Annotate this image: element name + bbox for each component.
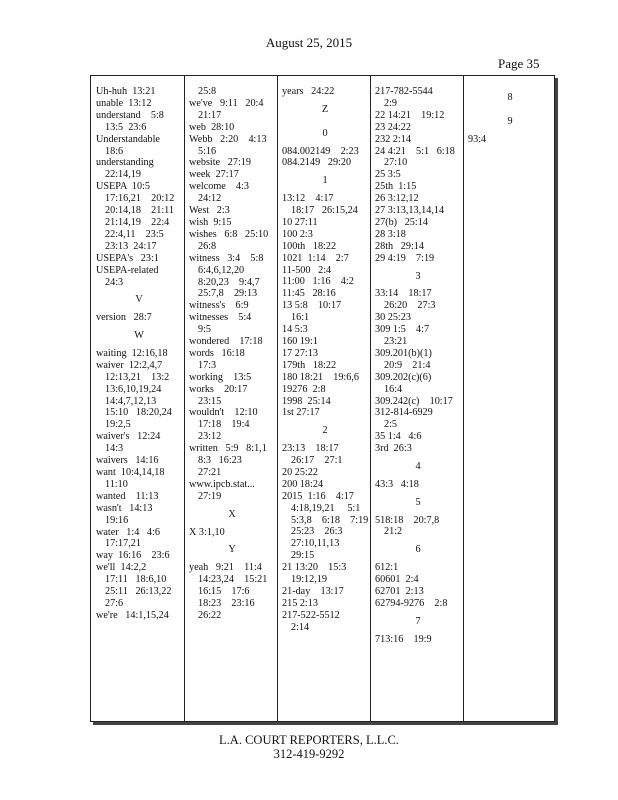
index-entry: 100 2:3 <box>282 228 313 240</box>
index-entry-continuation: 21:14,19 22:4 <box>105 216 170 228</box>
index-entry: waiver 12:2,4,7 <box>96 359 163 371</box>
index-entry-continuation: 20:14,18 21:11 <box>105 205 174 217</box>
page-date: August 25, 2015 <box>265 35 353 50</box>
index-entry-continuation: 11:10 <box>105 478 128 490</box>
index-column-4 <box>375 86 461 715</box>
index-entry-continuation: 17:3 <box>198 359 217 371</box>
index-entry-continuation: 9:5 <box>198 324 212 336</box>
index-entry: works 20:17 <box>189 383 248 395</box>
index-entry: 1021 1:14 2:7 <box>282 252 349 264</box>
index-entry: 35 1:4 4:6 <box>375 431 422 443</box>
index-entry-continuation: 27:10,11,13 <box>291 538 340 550</box>
index-entry: 179th 18:22 <box>282 359 337 371</box>
index-entry: 713:16 19:9 <box>375 633 432 645</box>
index-entry: 1998 25:14 <box>282 395 331 407</box>
index-entry-continuation: 22:14,19 <box>105 169 141 181</box>
index-entry: 13:12 4:17 <box>282 193 334 205</box>
index-entry-continuation: 29:15 <box>291 550 315 562</box>
index-entry-continuation: 21:2 <box>384 526 403 538</box>
index-entry: wasn't 14:13 <box>96 502 153 514</box>
index-entry-continuation: 12:13,21 13:2 <box>105 371 170 383</box>
index-entry: understanding <box>96 157 154 169</box>
index-entry: 160 19:1 <box>282 335 318 347</box>
index-entry: 180 18:21 19:6,6 <box>282 371 359 383</box>
index-entry: Understandable <box>96 133 160 145</box>
index-entry-continuation: 5:16 <box>198 145 217 157</box>
index-entry: 25th 1:15 <box>375 181 417 193</box>
index-entry: 27 3:13,13,14,14 <box>375 205 445 217</box>
index-entry: 22 14:21 19:12 <box>375 109 445 121</box>
index-entry: 309 1:5 4:7 <box>375 324 430 336</box>
index-entry: we've 9:11 20:4 <box>189 97 264 109</box>
index-entry-continuation: 18:17 26:15,24 <box>291 205 358 217</box>
index-entry: 24 4:21 5:1 6:18 <box>375 145 455 157</box>
section-letter: V <box>135 294 143 306</box>
index-entry-continuation: 13:5 23:6 <box>105 121 147 133</box>
index-entry: 312-814-6929 <box>375 407 433 419</box>
index-entry: 27(b) 25:14 <box>375 216 428 228</box>
index-column-3 <box>282 86 368 715</box>
index-entry: 11:00 1:16 4:2 <box>282 276 354 288</box>
index-entry-continuation: 23:12 <box>198 431 222 443</box>
footer-company: L.A. COURT REPORTERS, L.L.C. <box>219 733 399 747</box>
index-entry: web 28:10 <box>189 121 235 133</box>
index-entry: 232 2:14 <box>375 133 411 145</box>
index-entry: 29 4:19 7:19 <box>375 252 435 264</box>
index-entry-continuation: 5:3,8 6:18 7:19 <box>291 514 369 526</box>
index-entry-continuation: 23:15 <box>198 395 222 407</box>
index-entry: 60601 2:4 <box>375 574 419 586</box>
index-entry: 309.202(c)(6) <box>375 371 432 383</box>
index-entry: 3rd 26:3 <box>375 443 412 455</box>
index-entry: 217-782-5544 <box>375 86 433 97</box>
index-entry: 17 27:13 <box>282 347 318 359</box>
index-entry: version 28:7 <box>96 312 152 324</box>
section-letter: 3 <box>415 270 421 282</box>
index-entry-continuation: 15:10 18:20,24 <box>105 407 172 419</box>
index-entry: Uh-huh 13:21 <box>96 86 156 97</box>
index-entry: wondered 17:18 <box>189 336 263 348</box>
index-column-2 <box>189 86 275 715</box>
index-entry-continuation: 20:9 21:4 <box>384 359 431 371</box>
index-entry: 62701 2:13 <box>375 586 424 597</box>
index-entry-continuation: 19:16 <box>105 514 129 526</box>
index-entry-continuation: 17:18 19:4 <box>198 419 250 431</box>
column-divider <box>370 76 371 721</box>
index-entry-continuation: 27:6 <box>105 597 124 609</box>
index-entry-continuation: 8:3 16:23 <box>198 455 242 467</box>
section-letter: Y <box>228 544 236 556</box>
index-entry: www.ipcb.stat... <box>189 478 255 490</box>
index-entry: 215 2:13 <box>282 597 318 609</box>
index-entry-continuation: 26:17 27:1 <box>291 455 343 467</box>
index-entry-continuation: 21:17 <box>198 109 222 121</box>
index-entry: wishes 6:8 25:10 <box>189 228 269 240</box>
index-entry-continuation: 26:20 27:3 <box>384 300 436 312</box>
index-entry-continuation: 14:4,7,12,13 <box>105 395 157 407</box>
section-letter: 8 <box>507 92 513 103</box>
index-entry-continuation: 2:5 <box>384 419 398 431</box>
index-entry: week 27:17 <box>189 169 239 181</box>
index-frame <box>90 75 555 722</box>
column-divider <box>463 76 464 721</box>
index-entry-continuation: 14:3 <box>105 443 124 455</box>
index-entry: 11:45 28:16 <box>282 288 336 300</box>
index-column-5 <box>468 86 552 715</box>
index-entry: understand 5:8 <box>96 109 164 121</box>
index-entry: water 1:4 4:6 <box>96 526 160 538</box>
index-entry-continuation: 19:12,19 <box>291 574 327 586</box>
index-entry: 084.002149 2:23 <box>282 145 359 157</box>
index-entry: 28 3:18 <box>375 228 406 240</box>
index-entry: way 16:16 23:6 <box>96 550 170 562</box>
index-entry: West 2:3 <box>189 205 230 217</box>
index-entry: 518:18 20:7,8 <box>375 514 440 526</box>
index-entry: 11-500 2:4 <box>282 264 332 276</box>
section-letter: 5 <box>415 496 421 508</box>
index-entry: 30 25:23 <box>375 312 411 324</box>
index-entry-continuation: 22:4,11 23:5 <box>105 228 164 240</box>
index-entry: USEPA's 23:1 <box>96 252 159 264</box>
index-entry: Webb 2:20 4:13 <box>189 133 267 145</box>
index-entry-continuation: 4:18,19,21 5:1 <box>291 502 361 514</box>
index-entry-continuation: 27:19 <box>198 490 222 502</box>
index-entry: USEPA-related <box>96 264 159 276</box>
index-entry: witness's 6:9 <box>189 300 249 312</box>
index-entry: yeah 9:21 11:4 <box>189 562 262 574</box>
index-entry-continuation: 25:11 26:13,22 <box>105 586 172 598</box>
index-entry: wouldn't 12:10 <box>189 407 258 419</box>
index-entry: 309.242(c) 10:17 <box>375 395 453 407</box>
index-entry: 1st 27:17 <box>282 407 320 419</box>
index-entry-continuation: 19:2,5 <box>105 419 131 431</box>
index-entry: 20 25:22 <box>282 466 318 478</box>
page-number: Page 35 <box>498 56 540 71</box>
index-entry: 23:13 18:17 <box>282 443 339 455</box>
index-entry: 28th 29:14 <box>375 240 424 252</box>
index-entry: 612:1 <box>375 562 399 574</box>
footer-phone: 312-419-9292 <box>273 747 345 761</box>
section-letter: 9 <box>507 115 513 127</box>
index-entry-continuation: 16:4 <box>384 383 403 395</box>
index-entry: waiting 12:16,18 <box>96 347 168 359</box>
index-entry: welcome 4:3 <box>189 181 249 193</box>
index-entry: 26 3:12,12 <box>375 193 419 205</box>
section-letter: 7 <box>415 615 421 627</box>
index-entry-continuation: 2:9 <box>384 97 398 109</box>
index-entry: 33:14 18:17 <box>375 288 432 300</box>
index-entry: years 24:22 <box>282 86 335 97</box>
index-entry: 93:4 <box>468 133 487 145</box>
index-entry-continuation: 2:14 <box>291 621 310 633</box>
section-letter: 4 <box>415 461 421 473</box>
index-entry: wish 9:15 <box>189 216 232 228</box>
index-entry-continuation: 27:21 <box>198 467 222 478</box>
index-entry-continuation: 23:21 <box>384 336 408 348</box>
section-letter: 1 <box>322 175 328 187</box>
index-entry-continuation: 25:7,8 29:13 <box>198 288 258 300</box>
index-entry: 200 18:24 <box>282 478 324 490</box>
index-entry-continuation: 17:17,21 <box>105 538 141 550</box>
index-entry: 43:3 4:18 <box>375 478 419 490</box>
index-entry: we'll 14:2,2 <box>96 562 147 574</box>
index-entry: unable 13:12 <box>96 97 152 109</box>
index-entry-continuation: 16:15 17:6 <box>198 586 250 598</box>
index-entry: 084.2149 29:20 <box>282 157 352 169</box>
index-entry: 25 3:5 <box>375 169 401 181</box>
index-entry-continuation: 17:16,21 20:12 <box>105 193 175 205</box>
index-entry-continuation: 26:8 <box>198 240 217 252</box>
index-entry-continuation: 14:23,24 15:21 <box>198 574 268 586</box>
index-entry-continuation: 16:1 <box>291 312 310 324</box>
index-entry: want 10:4,14,18 <box>96 466 165 478</box>
index-entry: 21 13:20 15:3 <box>282 562 347 574</box>
index-entry: waiver's 12:24 <box>96 431 161 443</box>
index-entry: 62794-9276 2:8 <box>375 597 448 609</box>
index-entry: witness 3:4 5:8 <box>189 252 264 264</box>
column-divider <box>184 76 185 721</box>
index-entry: 217-522-5512 <box>282 609 340 621</box>
index-entry-continuation: 26:22 <box>198 609 222 621</box>
index-entry-continuation: 18:6 <box>105 145 124 157</box>
section-letter: Z <box>321 103 329 115</box>
index-column-1 <box>96 86 182 715</box>
index-entry: waivers 14:16 <box>96 455 159 467</box>
index-entry-continuation: 8:20,23 9:4,7 <box>198 276 260 288</box>
index-entry: X 3:1,10 <box>189 526 225 538</box>
index-entry: 14 5:3 <box>282 324 308 336</box>
index-entry-continuation: 6:4,6,12,20 <box>198 264 245 276</box>
index-entry: 10 27:11 <box>282 216 318 228</box>
index-entry: 2015 1:16 4:17 <box>282 490 354 502</box>
index-entry: 13 5:8 10:17 <box>282 300 342 312</box>
section-letter: X <box>228 508 236 520</box>
index-entry: written 5:9 8:1,1 <box>189 443 267 455</box>
index-entry: USEPA 10:5 <box>96 181 150 193</box>
section-letter: 0 <box>322 127 328 139</box>
index-entry-continuation: 24:3 <box>105 276 124 288</box>
index-entry: 100th 18:22 <box>282 240 337 252</box>
index-entry: 21-day 13:17 <box>282 586 344 597</box>
index-entry: 309.201(b)(1) <box>375 347 432 359</box>
index-entry-continuation: 27:10 <box>384 157 408 169</box>
section-letter: 2 <box>322 425 328 437</box>
index-entry: witnesses 5:4 <box>189 312 252 324</box>
column-divider <box>277 76 278 721</box>
index-entry: words 16:18 <box>189 347 245 359</box>
index-entry: 19276 2:8 <box>282 383 326 395</box>
index-entry-continuation: 18:23 23:16 <box>198 597 255 609</box>
index-entry: 23 24:22 <box>375 121 411 133</box>
index-entry-continuation: 13:6,10,19,24 <box>105 383 162 395</box>
index-entry-continuation: 25:8 <box>198 86 217 97</box>
index-entry: wanted 11:13 <box>96 490 159 502</box>
index-entry: we're 14:1,15,24 <box>96 609 169 621</box>
index-entry-continuation: 23:13 24:17 <box>105 240 157 252</box>
index-entry-continuation: 25:23 26:3 <box>291 526 343 538</box>
index-entry: working 13:5 <box>189 371 252 383</box>
index-entry: website 27:19 <box>189 157 251 169</box>
section-letter: 6 <box>415 544 421 556</box>
section-letter: W <box>134 330 144 342</box>
index-entry-continuation: 24:12 <box>198 193 222 205</box>
index-entry-continuation: 17:11 18:6,10 <box>105 574 167 586</box>
